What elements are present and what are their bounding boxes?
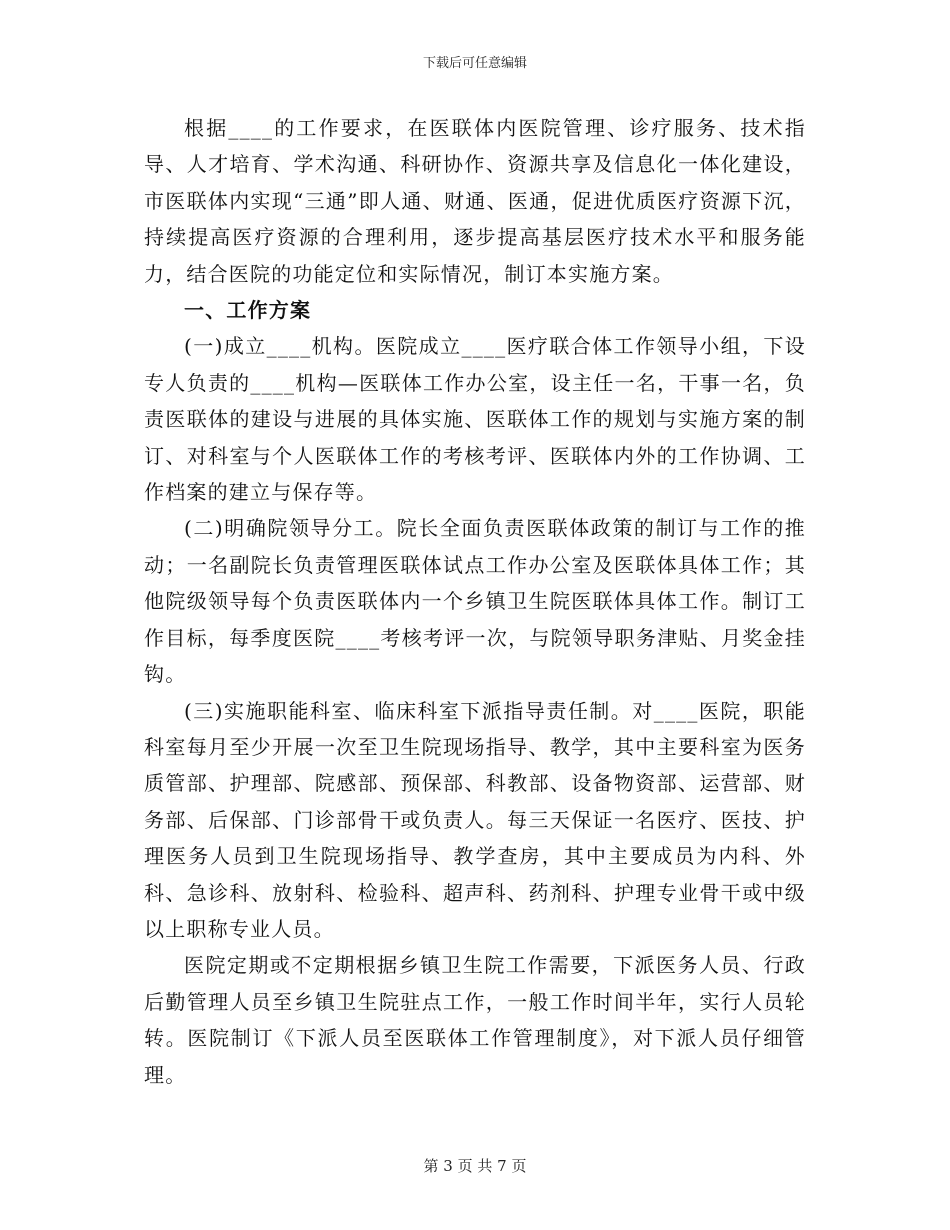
- section-heading: 一、工作方案: [184, 298, 312, 323]
- page-header-note: 下载后可任意编辑: [422, 56, 527, 71]
- paragraph-item-2: (二)明确院领导分工。院长全面负责医联体政策的制订与工作的推动；一名副院长负责管理医联体试点工作办公室及医联体具体工作；其他院级领导每个负责医联体内一个乡镇卫生院医联体具体工作。制订工作目标，每季度医院____考核考评一次，与院领导职务津贴、月奖金挂钩。: [144, 516, 806, 687]
- paragraph-item-4: 医院定期或不定期根据乡镇卫生院工作需要，下派医务人员、行政后勤管理人员至乡镇卫生院驻点工作，一般工作时间半年，实行人员轮转。医院制订《下派人员至医联体工作管理制度》，对下派人员仔细管理。: [144, 953, 806, 1087]
- intro-paragraph: 根据____的工作要求，在医联体内医院管理、诊疗服务、技术指导、人才培育、学术沟通、科研协作、资源共享及信息化一体化建设，市医联体内实现“三通”即人通、财通、医通，促进优质医疗资源下沉，持续提高医疗资源的合理利用，逐步提高基层医疗技术水平和服务能力，结合医院的功能定位和实际情况，制订本实施方案。: [144, 116, 806, 286]
- paragraph-item-3: (三)实施职能科室、临床科室下派指导责任制。对____医院，职能科室每月至少开展一次至卫生院现场指导、教学，其中主要科室为医务质管部、护理部、院感部、预保部、科教部、设备物资部、运营部、财务部、后保部、门诊部骨干或负责人。每三天保证一名医疗、医技、护理医务人员到卫生院现场指导、教学查房，其中主要成员为内科、外科、急诊科、放射科、检验科、超声科、药剂科、护理专业骨干或中级以上职称专业人员。: [144, 698, 806, 941]
- paragraph-item-1: (一)成立____机构。医院成立____医疗联合体工作领导小组，下设专人负责的____机构—医联体工作办公室，设主任一名，干事一名，负责医联体的建设与进展的具体实施、医联体工作的规划与实施方案的制订、对科室与个人医联体工作的考核考评、医联体内外的工作协调、工作档案的建立与保存等。: [144, 334, 806, 505]
- document-body: [144, 110, 806, 1093]
- page-number: 第 3 页 共 7 页: [423, 1157, 527, 1175]
